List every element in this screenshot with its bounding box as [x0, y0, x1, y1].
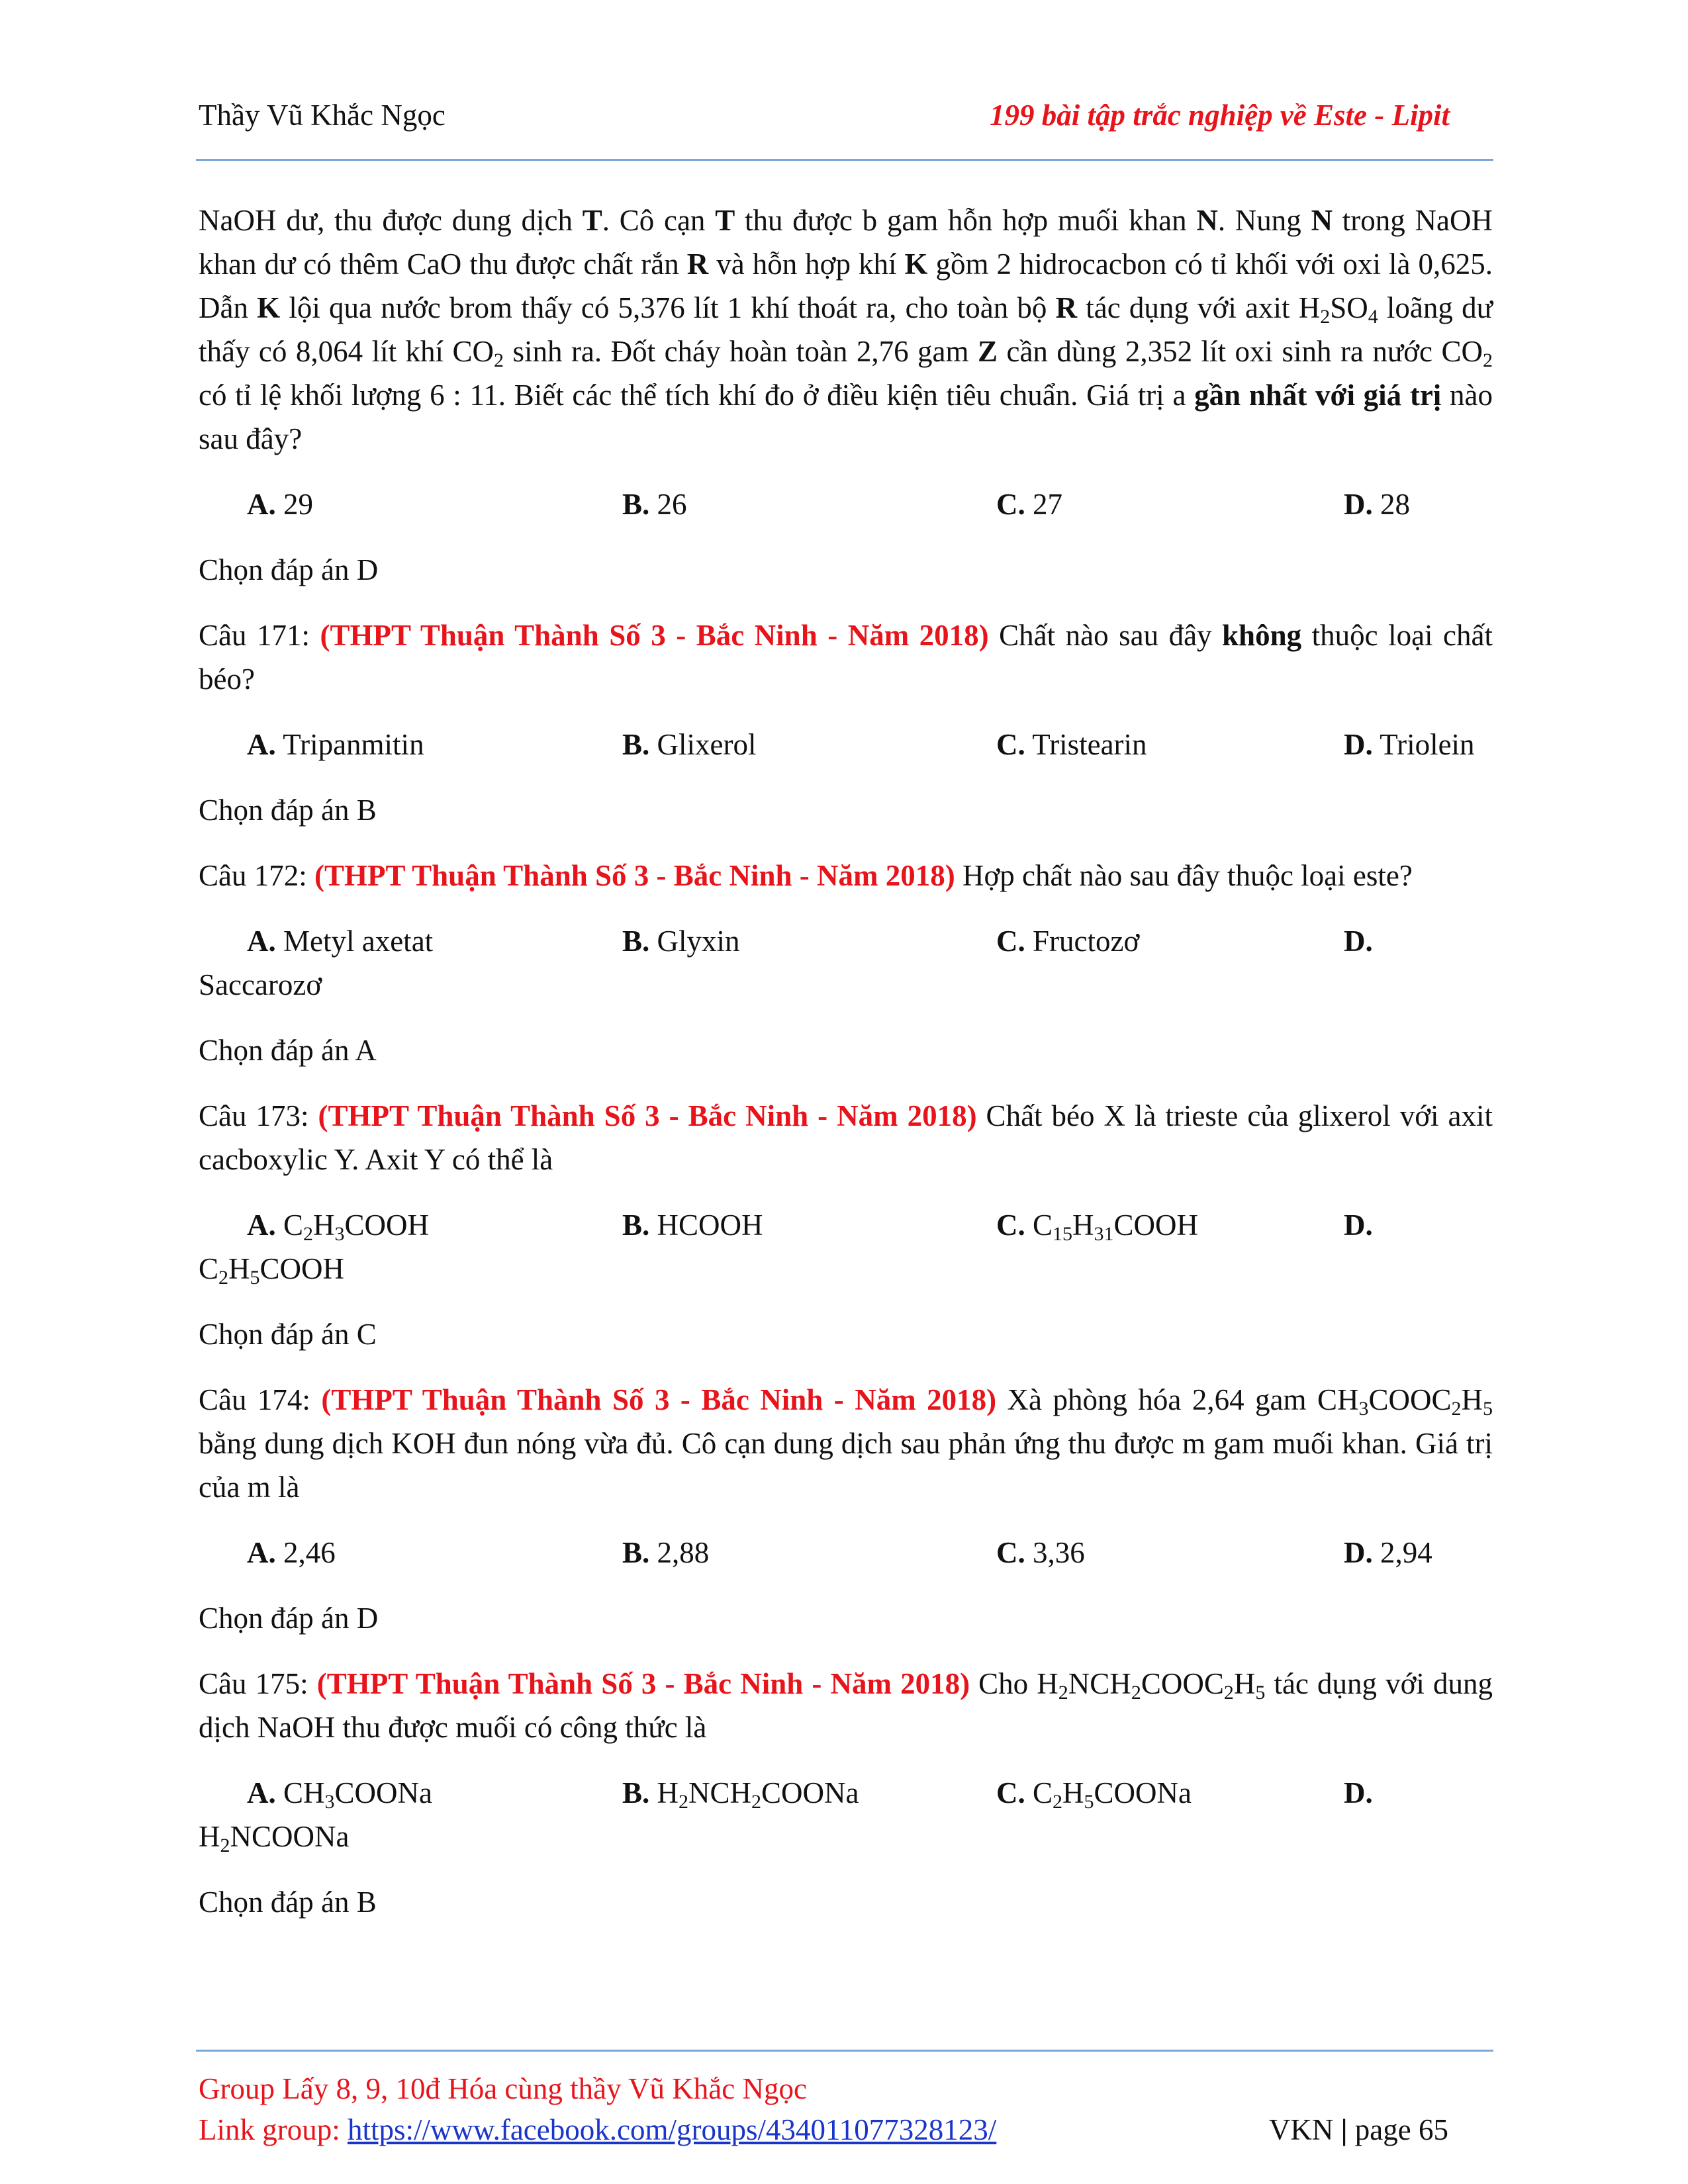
option-d-wrapped: $H_2NCOONa$ — [199, 1820, 350, 1856]
option-c: C. 3,36 — [996, 1536, 1085, 1569]
option-d: D. — [1344, 1776, 1373, 1809]
answer-171: Chọn đáp án B — [199, 794, 377, 827]
footer-group-name: Group Lấy 8, 9, 10đ Hóa cùng thầy Vũ Khắc Ngọc — [199, 2072, 807, 2105]
header-title: 199 bài tập trắc nghiệp về Este - Lipit — [990, 99, 1450, 132]
question-172-options — [199, 919, 1493, 963]
option-a: A. 29 — [247, 488, 313, 521]
answer-170: Chọn đáp án D — [199, 553, 379, 586]
question-174-options — [199, 1531, 1493, 1574]
option-c: C. 27 — [996, 488, 1062, 521]
footer-divider — [196, 2050, 1493, 2052]
brand: VKN — [1268, 2113, 1334, 2146]
option-d-wrapped: $C_2H_5COOH$ — [199, 1252, 345, 1289]
option-b: B. 26 — [622, 488, 687, 521]
header-divider — [196, 159, 1493, 161]
question-173-text: Câu 173: (THPT Thuận Thành Số 3 - Bắc Ninh - Năm 2018) Chất béo X là trieste của glixerol với axit cacboxylic Y. Axit Y có thể là — [199, 1099, 1493, 1176]
answer-175: Chọn đáp án B — [199, 1886, 377, 1919]
question-172-text: Câu 172: (THPT Thuận Thành Số 3 - Bắc Ninh - Năm 2018) Hợp chất nào sau đây thuộc loại este? — [199, 859, 1413, 892]
question-173-options — [199, 1203, 1493, 1247]
page-content — [199, 199, 1493, 1924]
question-171-options — [199, 723, 1493, 766]
option-c: C. Fructozơ — [996, 925, 1140, 958]
option-c: C. Tristearin — [996, 728, 1147, 761]
page-label: page 65 — [1354, 2113, 1448, 2146]
group-link[interactable]: https://www.facebook.com/groups/434011077328123/ — [347, 2113, 997, 2146]
separator: | — [1333, 2113, 1355, 2146]
option-a: A. Tripanmitin — [247, 728, 424, 761]
answer-172: Chọn đáp án A — [199, 1034, 377, 1067]
option-c: C. $C_{15}H_{31}COOH$ — [996, 1208, 1199, 1245]
question-175-options — [199, 1771, 1493, 1815]
header-author: Thầy Vũ Khắc Ngọc — [199, 99, 445, 132]
footer-link-line — [199, 2113, 996, 2147]
option-a: A. 2,46 — [247, 1536, 336, 1569]
question-170-options — [199, 482, 1493, 526]
option-c: C. $C_2H_5COONa$ — [996, 1776, 1192, 1813]
option-b: B. 2,88 — [622, 1536, 710, 1569]
page-number — [1269, 2113, 1448, 2147]
option-d-wrapped: Saccarozơ — [199, 968, 322, 1001]
option-a: A. $CH_3COONa$ — [247, 1776, 432, 1813]
question-171-text: Câu 171: (THPT Thuận Thành Số 3 - Bắc Ninh - Năm 2018) Chất nào sau đây không thuộc loại chất béo? — [199, 619, 1493, 696]
option-a: A. $C_2H_3COOH$ — [247, 1208, 430, 1245]
answer-173: Chọn đáp án C — [199, 1318, 377, 1351]
option-b: B. Glyxin — [622, 925, 740, 958]
answer-174: Chọn đáp án D — [199, 1602, 379, 1635]
option-b: B. Glixerol — [622, 728, 757, 761]
option-b: B. $H_2NCH_2COONa$ — [622, 1776, 859, 1813]
question-174-text: Câu 174: (THPT Thuận Thành Số 3 - Bắc Ninh - Năm 2018) Xà phòng hóa 2,64 gam $CH_3COOC_2H_5$ bằng dung dịch KOH đun nóng vừa đủ. Cô cạn dung dịch sau phản ứng thu được m gam muối khan. Giá trị của m là — [199, 1383, 1493, 1504]
option-d: D. — [1344, 1208, 1373, 1242]
option-d: D. 28 — [1344, 488, 1410, 521]
question-170-text: NaOH dư, thu được dung dịch T. Cô cạn T thu được b gam hỗn hợp muối khan N. Nung N trong NaOH khan dư có thêm CaO thu được chất rắn R và hỗn hợp khí K gồm 2 hidrocacbon có tỉ khối với oxi là 0,625. Dẫn K lội qua nước brom thấy có 5,376 lít 1 khí thoát ra, cho toàn bộ R tác dụng với axit $H_2SO_4$ loãng dư thấy có 8,064 lít khí $CO_2$ sinh ra. Đốt cháy hoàn toàn 2,76 gam Z cần dùng 2,352 lít oxi sinh ra nước $CO_2$ có tỉ lệ khối lượng 6 : 11. Biết các thể tích khí đo ở điều kiện tiêu chuẩn. Giá trị a gần nhất với giá trị nào sau đây? — [199, 204, 1493, 455]
footer-link-label: Link group: — [199, 2113, 348, 2146]
option-d: D. — [1344, 925, 1373, 958]
question-175-text: Câu 175: (THPT Thuận Thành Số 3 - Bắc Ninh - Năm 2018) Cho $H_2NCH_2COOC_2H_5$ tác dụng với dung dịch NaOH thu được muối có công thức là — [199, 1667, 1493, 1744]
option-a: A. Metyl axetat — [247, 925, 434, 958]
option-b: B. HCOOH — [622, 1208, 763, 1242]
option-d: D. Triolein — [1344, 728, 1475, 761]
option-d: D. 2,94 — [1344, 1536, 1432, 1569]
